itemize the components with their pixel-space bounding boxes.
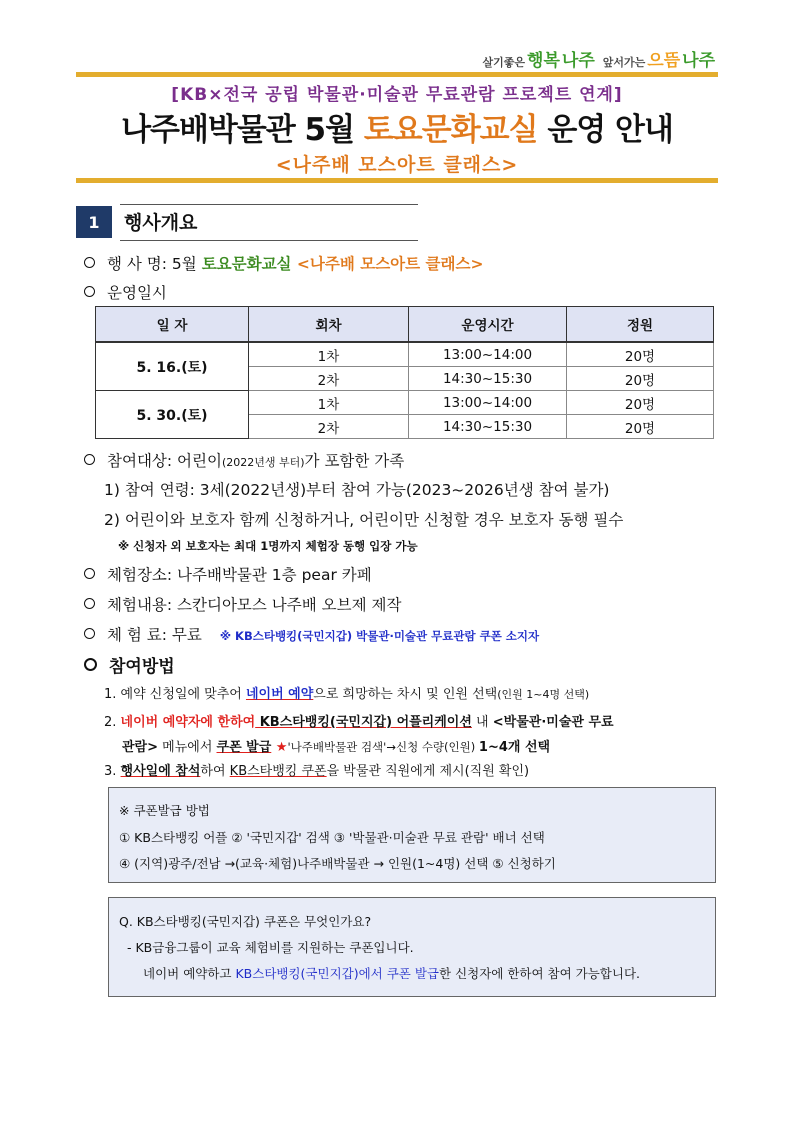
circle-bullet-icon	[84, 568, 95, 579]
method-title: 참여방법	[84, 652, 175, 677]
event-name-line: 행 사 명: 5월 토요문화교실 <나주배 모스아트 클래스>	[84, 252, 483, 274]
round-cell: 2차	[249, 367, 409, 391]
time-cell: 14:30~15:30	[409, 367, 567, 391]
table-row	[96, 342, 714, 367]
circle-bullet-icon	[84, 286, 95, 297]
method-step-3: 3. 행사일에 참석하여 KB스타뱅킹 쿠폰을 박물관 직원에게 제시(직원 확인)	[104, 764, 530, 779]
time-cell: 13:00~14:00	[409, 342, 567, 367]
circle-bullet-icon	[84, 257, 95, 268]
target-line: 참여대상: 어린이(2022년생 부터)가 포함한 가족	[84, 449, 404, 471]
coupon-step-line: ④ (지역)광주/전남 →(교육·체험)나주배박물관 → 인원(1~4명) 선택 ⑤ 신청하기	[119, 856, 556, 871]
target-item-2: 2) 어린이와 보호자 함께 신청하거나, 어린이만 신청할 경우 보호자 동행 필수	[104, 511, 624, 529]
method-step-1: 1. 예약 신청일에 맞추어 네이버 예약으로 희망하는 차시 및 인원 선택(인원 1~4명 선택)	[104, 687, 590, 702]
city-logo: 살기좋은 행복 나주 앞서가는 으뜸 나주	[482, 51, 715, 71]
header-subtitle: [KB×전국 공립 박물관·미술관 무료관람 프로젝트 연계]	[171, 85, 623, 105]
method-step-2: 2. 네이버 예약자에 한하여 KB스타뱅킹(국민지갑) 어플리케이션 내 <박물관·미술관 무료	[104, 715, 614, 730]
schedule-table	[95, 306, 714, 439]
qa-question: Q. KB스타뱅킹(국민지갑) 쿠폰은 무엇인가요?	[119, 914, 372, 929]
program-title: <나주배 모스아트 클래스>	[275, 154, 519, 176]
section-divider	[120, 240, 418, 241]
table-header: 회차	[249, 307, 409, 343]
qa-box	[108, 897, 716, 997]
header-bottom-bar	[76, 178, 718, 183]
coupon-title: ※ 쿠폰발급 방법	[119, 803, 210, 818]
table-header: 정원	[567, 307, 714, 343]
circle-bullet-icon	[84, 628, 95, 639]
target-note: ※ 신청자 외 보호자는 최대 1명까지 체험장 동행 입장 가능	[118, 539, 418, 553]
qa-answer-line: 네이버 예약하고 KB스타뱅킹(국민지갑)에서 쿠폰 발급한 신청자에 한하여 참여 가능합니다.	[143, 966, 641, 981]
coupon-step-line: ① KB스타뱅킹 어플 ② '국민지갑' 검색 ③ '박물관·미술관 무료 관람' 배너 선택	[119, 830, 545, 845]
circle-bullet-icon	[84, 598, 95, 609]
time-cell: 14:30~15:30	[409, 415, 567, 439]
schedule-label: 운영일시	[84, 281, 167, 303]
qa-answer-line: - KB금융그룹이 교육 체험비를 지원하는 쿠폰입니다.	[127, 940, 414, 955]
capacity-cell: 20명	[567, 367, 714, 391]
method-step-2-cont: 관람> 메뉴에서 쿠폰 발급 ★'나주배박물관 검색'→신청 수량(인원) 1~4개 선택	[122, 740, 551, 755]
round-cell: 2차	[249, 415, 409, 439]
round-cell: 1차	[249, 342, 409, 367]
place-line: 체험장소: 나주배박물관 1층 pear 카페	[84, 563, 372, 585]
capacity-cell: 20명	[567, 415, 714, 439]
circle-bullet-icon	[84, 658, 97, 671]
capacity-cell: 20명	[567, 342, 714, 367]
section-title: 행사개요	[124, 212, 198, 234]
page-title: 나주배박물관 5월 토요문화교실 운영 안내	[121, 112, 673, 148]
content-line: 체험내용: 스칸디아모스 나주배 오브제 제작	[84, 593, 401, 615]
coupon-method-box	[108, 787, 716, 883]
table-header: 일 자	[96, 307, 249, 343]
date-cell: 5. 30.(토)	[96, 391, 249, 439]
capacity-cell: 20명	[567, 391, 714, 415]
circle-bullet-icon	[84, 454, 95, 465]
round-cell: 1차	[249, 391, 409, 415]
target-item-1: 1) 참여 연령: 3세(2022년생)부터 참여 가능(2023~2026년생 참여 불가)	[104, 481, 610, 499]
date-cell: 5. 16.(토)	[96, 342, 249, 391]
table-row	[96, 391, 714, 415]
table-header: 운영시간	[409, 307, 567, 343]
fee-line: 체 험 료: 무료 ※ KB스타뱅킹(국민지갑) 박물관·미술관 무료관람 쿠폰 소지자	[84, 623, 539, 645]
time-cell: 13:00~14:00	[409, 391, 567, 415]
section-number: 1	[76, 206, 112, 238]
header-top-bar	[76, 72, 718, 77]
section-divider	[120, 204, 418, 205]
